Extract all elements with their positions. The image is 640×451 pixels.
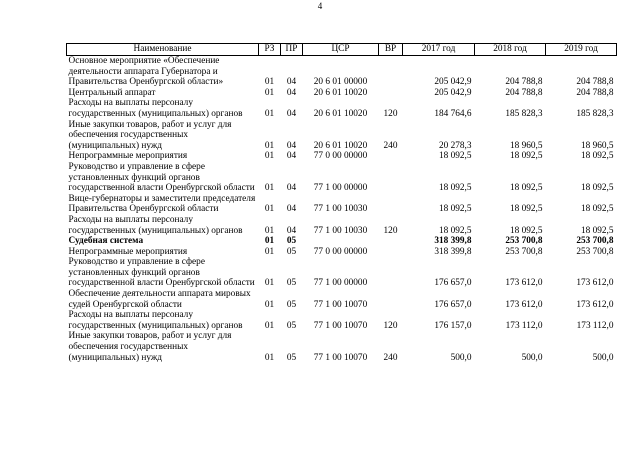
cell-2017: 18 092,5 [438, 225, 472, 236]
header-2017: 2017 год [403, 44, 475, 56]
cell-2018: 253 700,8 [505, 236, 543, 247]
cell-pr: 04 [286, 140, 297, 151]
cell-2017: 318 399,8 [434, 246, 472, 257]
cell-name: Центральный аппарат [68, 87, 156, 98]
cell-csr: 77 0 00 00000 [313, 246, 368, 257]
cell-csr [303, 236, 379, 247]
cell-vr [379, 88, 403, 99]
cell-csr: 77 1 00 10030 [313, 204, 368, 215]
cell-vr [379, 162, 403, 194]
table-row [67, 162, 617, 194]
cell-2019: 185 828,3 [576, 108, 614, 119]
table-row [67, 310, 617, 331]
cell-2019: 173 612,0 [576, 299, 614, 310]
cell-2017: 18 092,5 [438, 183, 472, 194]
cell-vr [379, 151, 403, 162]
table-row [67, 151, 617, 162]
cell-2018: 173 112,0 [505, 320, 543, 331]
cell-rz: 01 [264, 204, 275, 215]
cell-name: Руководство и управление в сфере установленных функций органов государственной власти Оренбургской области [68, 161, 255, 194]
cell-pr: 04 [286, 151, 297, 162]
cell-2018: 173 612,0 [505, 278, 543, 289]
cell-rz: 01 [264, 352, 275, 363]
cell-rz: 01 [264, 151, 275, 162]
cell-2017: 205 042,9 [434, 77, 472, 88]
table-row [67, 120, 617, 152]
header-2019: 2019 год [546, 44, 617, 56]
cell-vr [379, 56, 403, 88]
table-row [67, 56, 617, 88]
cell-name: Руководство и управление в сфере установленных функций органов государственной власти Оренбургской области [68, 257, 255, 289]
cell-vr [379, 236, 403, 247]
cell-csr: 20 6 01 00000 [313, 77, 368, 88]
cell-csr: 20 6 01 10020 [313, 140, 368, 151]
cell-vr: 240 [383, 140, 398, 151]
cell-name: Расходы на выплаты персоналу государственных (муниципальных) органов [68, 310, 243, 331]
cell-2018: 18 092,5 [509, 183, 543, 194]
cell-rz: 01 [264, 108, 275, 119]
table-header-row [67, 44, 617, 56]
header-pr: ПР [281, 44, 303, 56]
cell-2017: 176 657,0 [434, 278, 472, 289]
page-number: 4 [317, 1, 323, 11]
cell-2018: 204 788,8 [505, 77, 543, 88]
cell-rz: 01 [264, 225, 275, 236]
cell-2019: 18 092,5 [580, 225, 614, 236]
cell-rz: 01 [264, 320, 275, 331]
cell-2019: 173 612,0 [576, 278, 614, 289]
cell-2017: 176 157,0 [434, 320, 472, 331]
cell-2019: 253 700,8 [576, 236, 614, 247]
cell-2017: 18 092,5 [438, 151, 472, 162]
cell-2018: 253 700,8 [505, 246, 543, 257]
header-2018: 2018 год [475, 44, 546, 56]
cell-name: Вице-губернаторы и заместители председателя Правительства Оренбургской области [68, 193, 256, 215]
cell-vr: 120 [383, 225, 398, 236]
header-rz: РЗ [259, 44, 281, 56]
cell-vr [379, 247, 403, 258]
cell-vr [379, 289, 403, 310]
cell-2018: 500,0 [521, 352, 543, 363]
cell-2018: 204 788,8 [505, 87, 543, 98]
table-row [67, 98, 617, 119]
cell-csr: 20 6 01 10020 [313, 87, 368, 98]
cell-pr: 05 [286, 352, 297, 363]
cell-2019: 18 092,5 [580, 204, 614, 215]
cell-pr: 04 [286, 204, 297, 215]
cell-2019: 253 700,8 [576, 246, 614, 257]
header-vr: ВР [379, 44, 403, 56]
cell-rz: 01 [264, 236, 275, 247]
cell-2018: 18 960,5 [509, 140, 543, 151]
cell-name: Иные закупки товаров, работ и услуг для обеспечения государственных (муниципальных) нужд [68, 119, 232, 151]
cell-2019: 18 092,5 [580, 183, 614, 194]
table-row [67, 236, 617, 247]
cell-vr [379, 194, 403, 215]
cell-name: Обеспечение деятельности аппарата мировых судей Оренбургской области [68, 289, 251, 310]
cell-vr: 120 [383, 320, 398, 331]
cell-pr: 04 [286, 108, 297, 119]
cell-2017: 500,0 [450, 352, 472, 363]
cell-2019: 173 112,0 [576, 320, 614, 331]
cell-vr: 120 [383, 108, 398, 119]
cell-2017: 205 042,9 [434, 87, 472, 98]
cell-rz: 01 [264, 77, 275, 88]
budget-table [66, 43, 617, 363]
cell-2017: 184 764,6 [434, 108, 472, 119]
cell-2019: 18 092,5 [580, 151, 614, 162]
cell-pr: 05 [286, 236, 297, 247]
cell-name: Иные закупки товаров, работ и услуг для обеспечения государственных (муниципальных) нужд [68, 331, 232, 363]
cell-rz: 01 [264, 140, 275, 151]
cell-rz: 01 [264, 246, 275, 257]
table-row [67, 257, 617, 289]
cell-2019: 18 960,5 [580, 140, 614, 151]
cell-2017: 318 399,8 [434, 236, 472, 247]
table-body [67, 56, 617, 364]
cell-2017: 176 657,0 [434, 299, 472, 310]
cell-pr: 05 [286, 299, 297, 310]
cell-csr: 20 6 01 10020 [313, 108, 368, 119]
cell-2018: 185 828,3 [505, 108, 543, 119]
cell-csr: 77 1 00 00000 [313, 183, 368, 194]
cell-csr: 77 1 00 10070 [313, 352, 368, 363]
cell-rz: 01 [264, 278, 275, 289]
table-row [67, 247, 617, 258]
cell-vr [379, 257, 403, 289]
table-row [67, 215, 617, 236]
cell-2018: 18 092,5 [509, 225, 543, 236]
cell-pr: 05 [286, 320, 297, 331]
cell-vr: 240 [383, 352, 398, 363]
cell-rz: 01 [264, 183, 275, 194]
cell-csr: 77 1 00 00000 [313, 278, 368, 289]
cell-name: Расходы на выплаты персоналу государственных (муниципальных) органов [68, 214, 243, 236]
cell-pr: 04 [286, 87, 297, 98]
cell-rz: 01 [264, 299, 275, 310]
cell-pr: 04 [286, 183, 297, 194]
cell-2019: 204 788,8 [576, 87, 614, 98]
cell-2019: 500,0 [592, 352, 614, 363]
cell-pr: 04 [286, 225, 297, 236]
table-row [67, 88, 617, 99]
header-csr: ЦСР [303, 44, 379, 56]
cell-2017: 18 092,5 [438, 204, 472, 215]
table-row [67, 331, 617, 363]
cell-rz: 01 [264, 87, 275, 98]
cell-name: Основное мероприятие «Обеспечение деятельности аппарата Губернатора и Правительства Оренбургской области» [68, 56, 224, 88]
cell-name: Непрограммные мероприятия [68, 151, 188, 162]
cell-pr: 04 [286, 77, 297, 88]
header-name: Наименование [67, 44, 259, 56]
cell-2017: 20 278,3 [438, 140, 472, 151]
cell-csr: 77 0 00 00000 [313, 151, 368, 162]
cell-name: Судебная система [68, 236, 144, 247]
table-row [67, 289, 617, 310]
cell-csr: 77 1 00 10070 [313, 320, 368, 331]
cell-2018: 18 092,5 [509, 151, 543, 162]
cell-pr: 05 [286, 278, 297, 289]
cell-2018: 173 612,0 [505, 299, 543, 310]
cell-2018: 18 092,5 [509, 204, 543, 215]
cell-pr: 05 [286, 246, 297, 257]
cell-name: Расходы на выплаты персоналу государственных (муниципальных) органов [68, 98, 243, 119]
cell-name: Непрограммные мероприятия [68, 246, 188, 257]
cell-csr: 77 1 00 10070 [313, 299, 368, 310]
cell-csr: 77 1 00 10030 [313, 225, 368, 236]
cell-2019: 204 788,8 [576, 77, 614, 88]
table-row [67, 194, 617, 215]
